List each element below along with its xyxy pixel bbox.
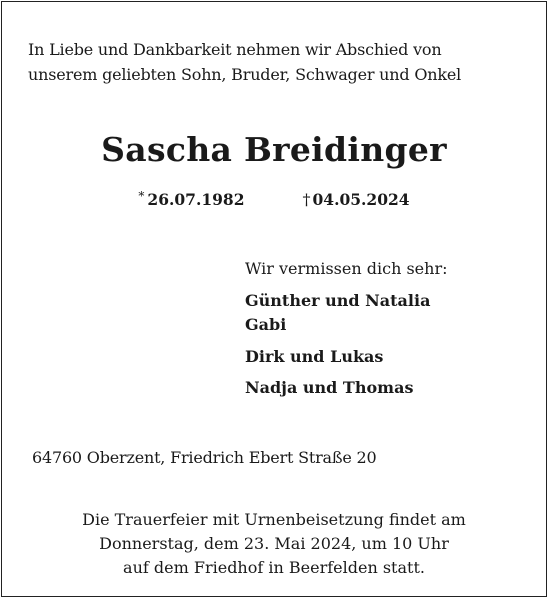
service-line-1: Die Trauerfeier mit Urnenbeisetzung findet am <box>82 510 466 529</box>
mourner-name: Nadja und Thomas <box>245 378 414 397</box>
mourners-lead: Wir vermissen dich sehr: <box>245 259 448 278</box>
intro-line-2: unserem geliebten Sohn, Bruder, Schwager und Onkel <box>28 65 462 84</box>
address: 64760 Oberzent, Friedrich Ebert Straße 20 <box>32 448 377 467</box>
mourners-block <box>245 257 447 401</box>
birth-date: 26.07.1982 <box>147 190 245 209</box>
birth-symbol: * <box>138 189 145 203</box>
life-dates <box>0 185 548 211</box>
deceased-name: Sascha Breidinger <box>101 130 447 169</box>
intro-text <box>28 37 461 87</box>
service-line-3: auf dem Friedhof in Beerfelden statt. <box>123 558 425 577</box>
death-date: 04.05.2024 <box>312 190 410 209</box>
mourner-name: Günther und Natalia <box>245 290 431 310</box>
intro-line-1: In Liebe und Dankbarkeit nehmen wir Abschied von <box>28 40 442 59</box>
death-symbol: † <box>302 190 311 209</box>
service-line-2: Donnerstag, dem 23. Mai 2024, um 10 Uhr <box>99 534 449 553</box>
mourner-name: Gabi <box>245 315 287 334</box>
mourner-name: Dirk und Lukas <box>245 346 384 366</box>
service-info <box>0 508 548 580</box>
